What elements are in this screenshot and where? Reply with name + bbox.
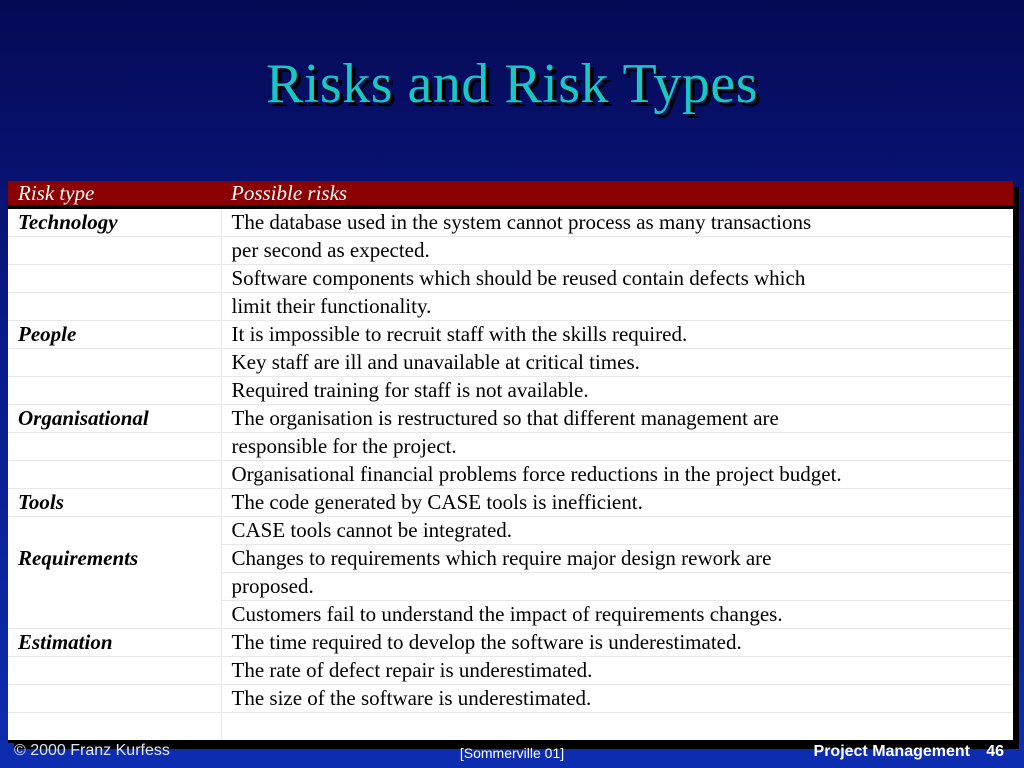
table-row — [8, 685, 1013, 713]
possible-risk-cell: Organisational financial problems force reductions in the project budget. — [221, 461, 1013, 489]
possible-risk-cell: limit their functionality. — [221, 293, 1013, 321]
risk-type-cell: People — [8, 321, 221, 349]
risk-type-cell: Estimation — [8, 629, 221, 657]
possible-risk-cell: It is impossible to recruit staff with the skills required. — [221, 321, 1013, 349]
risk-type-cell — [8, 657, 221, 685]
risk-type-cell — [8, 293, 221, 321]
risk-type-cell — [8, 349, 221, 377]
table-row — [8, 517, 1013, 545]
possible-risk-cell: Software components which should be reused contain defects which — [221, 265, 1013, 293]
possible-risk-cell: The rate of defect repair is underestimated. — [221, 657, 1013, 685]
table-row — [8, 573, 1013, 601]
table-row — [8, 349, 1013, 377]
possible-risk-cell: The database used in the system cannot process as many transactions — [221, 207, 1013, 237]
header-possible-risks: Possible risks — [221, 181, 1013, 207]
possible-risk-cell: The organisation is restructured so that different management are — [221, 405, 1013, 433]
possible-risk-cell: per second as expected. — [221, 237, 1013, 265]
table-row — [8, 207, 1013, 237]
table-row — [8, 405, 1013, 433]
risk-type-cell — [8, 573, 221, 601]
footer-course: Project Management — [813, 743, 970, 760]
possible-risk-cell: proposed. — [221, 573, 1013, 601]
footer-source: [Sommerville 01] — [459, 745, 565, 761]
table-row — [8, 489, 1013, 517]
table-row — [8, 293, 1013, 321]
risk-type-cell: Requirements — [8, 545, 221, 573]
table-row — [8, 461, 1013, 489]
table-header-row — [8, 181, 1013, 207]
table-row — [8, 545, 1013, 573]
possible-risk-cell: The time required to develop the software is underestimated. — [221, 629, 1013, 657]
possible-risk-cell: Key staff are ill and unavailable at critical times. — [221, 349, 1013, 377]
possible-risk-cell: responsible for the project. — [221, 433, 1013, 461]
slide-footer — [0, 738, 1024, 768]
table-row — [8, 657, 1013, 685]
possible-risk-cell: Required training for staff is not available. — [221, 377, 1013, 405]
footer-copyright: © 2000 Franz Kurfess — [14, 742, 170, 759]
table-row — [8, 265, 1013, 293]
table-row — [8, 237, 1013, 265]
risk-type-cell — [8, 601, 221, 629]
risk-type-cell — [8, 377, 221, 405]
risk-type-cell — [8, 517, 221, 545]
slide-title: Risks and Risk Types — [266, 53, 758, 115]
footer-page-number: 46 — [986, 743, 1004, 760]
table-row — [8, 321, 1013, 349]
possible-risk-cell: CASE tools cannot be integrated. — [221, 517, 1013, 545]
risk-type-cell — [8, 461, 221, 489]
risk-type-cell: Tools — [8, 489, 221, 517]
risk-type-cell: Technology — [8, 207, 221, 237]
possible-risk-cell: Changes to requirements which require major design rework are — [221, 545, 1013, 573]
risk-type-cell — [8, 265, 221, 293]
risk-type-cell — [8, 237, 221, 265]
risk-type-cell — [8, 685, 221, 713]
possible-risk-cell: The code generated by CASE tools is inefficient. — [221, 489, 1013, 517]
possible-risk-cell: Customers fail to understand the impact of requirements changes. — [221, 601, 1013, 629]
risk-type-cell: Organisational — [8, 405, 221, 433]
risk-table — [8, 181, 1013, 743]
table-row — [8, 377, 1013, 405]
possible-risk-cell: The size of the software is underestimated. — [221, 685, 1013, 713]
table-row — [8, 629, 1013, 657]
risk-type-cell — [8, 433, 221, 461]
table-row — [8, 433, 1013, 461]
table-row — [8, 601, 1013, 629]
header-risk-type: Risk type — [8, 181, 221, 207]
